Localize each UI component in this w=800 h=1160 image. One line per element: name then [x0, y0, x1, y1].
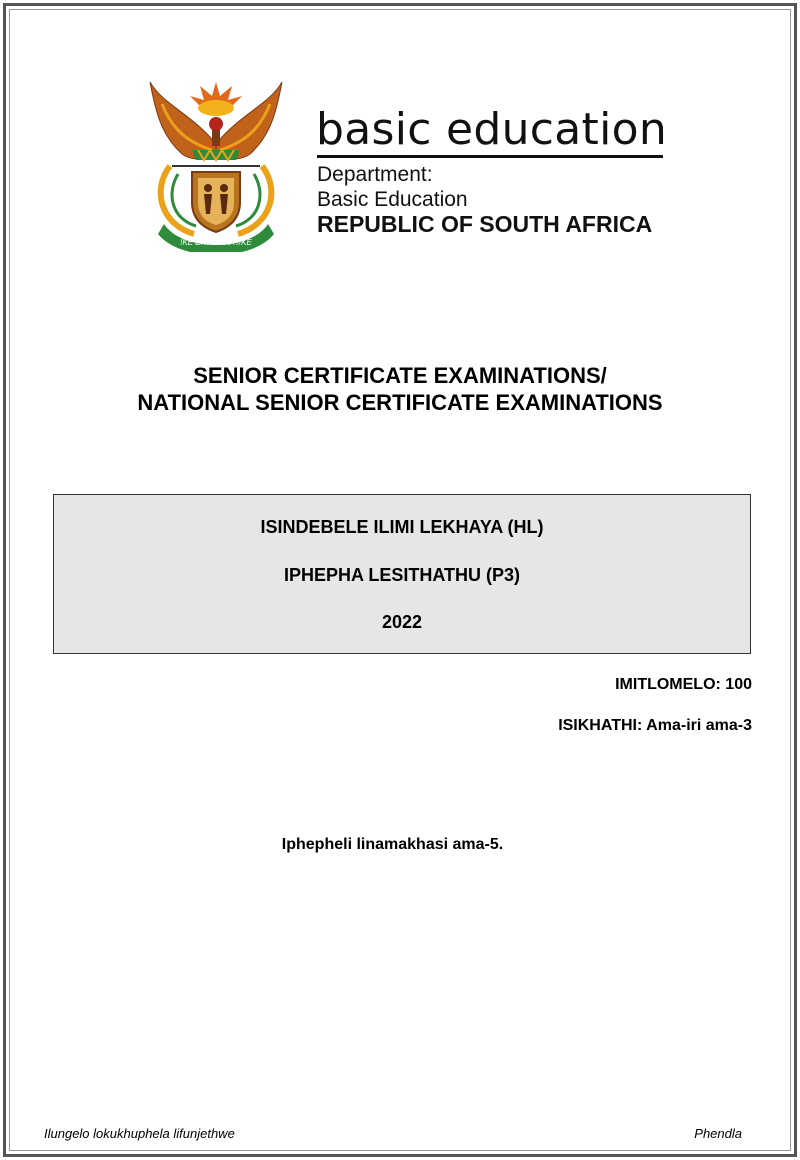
exam-duration: ISIKHATHI: Ama-iri ama-3 [558, 717, 752, 734]
department-label: Department: [317, 163, 433, 186]
brand-title: basic education [316, 104, 668, 155]
subject-name: ISINDEBELE ILIMI LEKHAYA (HL) [260, 517, 544, 537]
department-name: Basic Education [317, 188, 468, 211]
exam-year: 2022 [381, 612, 423, 632]
turn-over-note: Phendla [694, 1126, 742, 1141]
svg-text:!KE E: /XARRA //KE: !KE E: /XARRA //KE [180, 238, 252, 247]
subject-box [53, 494, 751, 654]
coat-of-arms-logo [142, 74, 290, 252]
exam-heading-line-2: NATIONAL SENIOR CERTIFICATE EXAMINATIONS [137, 390, 663, 415]
exam-heading-line-1: SENIOR CERTIFICATE EXAMINATIONS/ [193, 363, 607, 388]
paper-number: IPHEPHA LESITHATHU (P3) [283, 565, 520, 585]
exam-heading [0, 362, 800, 416]
brand-divider [317, 155, 663, 158]
marks-total: IMITLOMELO: 100 [615, 676, 752, 693]
country-name: REPUBLIC OF SOUTH AFRICA [317, 211, 653, 237]
copyright-notice: Ilungelo lokukhuphela lifunjethwe [44, 1126, 235, 1141]
page-count-note: Iphepheli linamakhasi ama-5. [281, 836, 504, 853]
